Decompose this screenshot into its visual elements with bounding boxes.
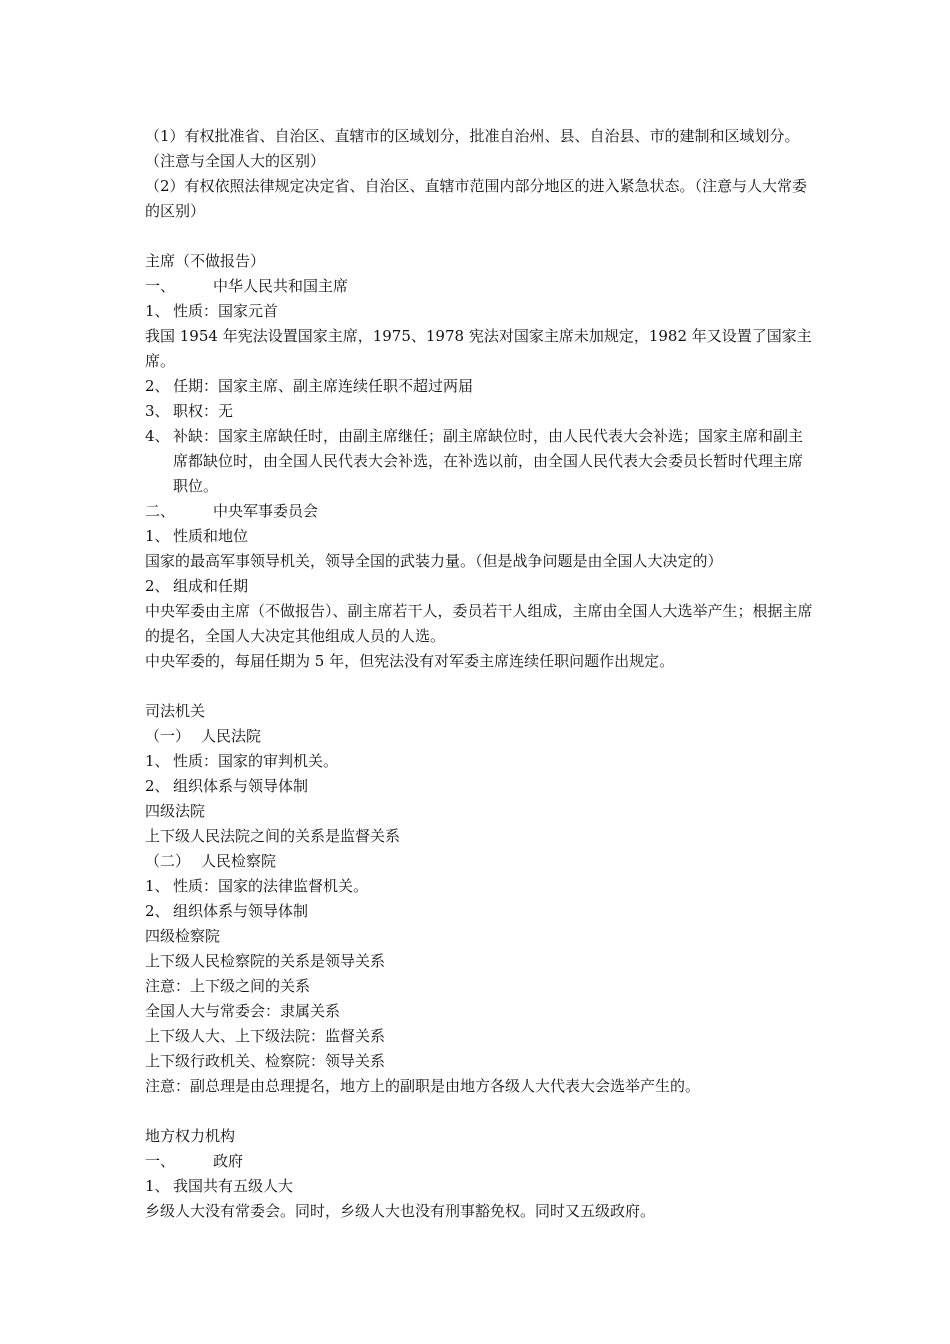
list-number: 二、 bbox=[145, 502, 176, 520]
list-text: 性质：国家元首 bbox=[173, 302, 279, 320]
text-line: 四级法院 bbox=[145, 802, 206, 820]
heading-president bbox=[145, 274, 817, 299]
list-number: 2、 bbox=[145, 777, 170, 795]
list-text: 组织体系与领导体制 bbox=[173, 777, 309, 795]
list-number: 一、 bbox=[145, 1152, 176, 1170]
paragraph-history: 我国 1954 年宪法设置国家主席，1975、1978 宪法对国家主席未加规定，1982 年又设置了国家主席。 bbox=[145, 327, 812, 370]
paragraph-military-term: 中央军委的，每届任期为 5 年，但宪法没有对军委主席连续任职问题作出规定。 bbox=[145, 652, 675, 670]
list-item-five-levels bbox=[145, 1174, 817, 1199]
text-line: 四级检察院 bbox=[145, 927, 221, 945]
list-text: 职权：无 bbox=[173, 402, 234, 420]
heading-text: 中华人民共和国主席 bbox=[213, 277, 349, 295]
list-number: 1、 bbox=[145, 877, 170, 895]
text-line: 注意：上下级之间的关系 bbox=[145, 977, 311, 995]
section-title-chairman: 主席（不做报告） bbox=[145, 252, 266, 270]
heading-text: 中央军事委员会 bbox=[213, 502, 319, 520]
blank-line bbox=[145, 224, 817, 249]
list-number: 1、 bbox=[145, 1177, 170, 1195]
list-text: 任期：国家主席、副主席连续任职不超过两届 bbox=[173, 377, 474, 395]
list-text: 我国共有五级人大 bbox=[173, 1177, 294, 1195]
list-item-powers bbox=[145, 399, 817, 424]
list-item-nature-status bbox=[145, 524, 817, 549]
list-item-procuratorate-nature bbox=[145, 874, 817, 899]
section-title-judicial: 司法机关 bbox=[145, 702, 206, 720]
list-item-court-system bbox=[145, 774, 817, 799]
list-number: （二） bbox=[145, 852, 191, 870]
text-line: 上下级人大、上下级法院：监督关系 bbox=[145, 1027, 386, 1045]
heading-text: 人民法院 bbox=[201, 727, 262, 745]
list-number: （一） bbox=[145, 727, 191, 745]
heading-procuratorate bbox=[145, 849, 817, 874]
heading-government bbox=[145, 1149, 817, 1174]
heading-military-commission bbox=[145, 499, 817, 524]
list-item-vacancy bbox=[145, 424, 817, 499]
list-number: 2、 bbox=[145, 902, 170, 920]
list-item-composition-term bbox=[145, 574, 817, 599]
list-text: 组织体系与领导体制 bbox=[173, 902, 309, 920]
list-text: 性质和地位 bbox=[173, 527, 249, 545]
paragraph-emergency-state: （2）有权依照法律规定决定省、自治区、直辖市范围内部分地区的进入紧急状态。（注意与人大常委的区别） bbox=[145, 177, 808, 220]
list-number: 一、 bbox=[145, 277, 176, 295]
list-number: 3、 bbox=[145, 402, 170, 420]
list-number: 2、 bbox=[145, 577, 170, 595]
heading-text: 人民检察院 bbox=[201, 852, 277, 870]
list-item-nature bbox=[145, 299, 817, 324]
list-text: 组成和任期 bbox=[173, 577, 249, 595]
blank-line bbox=[145, 674, 817, 699]
list-number: 1、 bbox=[145, 752, 170, 770]
list-item-procuratorate-system bbox=[145, 899, 817, 924]
text-line: 全国人大与常委会：隶属关系 bbox=[145, 1002, 341, 1020]
list-number: 1、 bbox=[145, 302, 170, 320]
paragraph-provincial-division: （1）有权批准省、自治区、直辖市的区域划分，批准自治州、县、自治县、市的建制和区域划分。（注意与全国人大的区别） bbox=[145, 127, 800, 170]
list-number: 4、 bbox=[145, 427, 170, 445]
list-text: 补缺：国家主席缺任时，由副主席继任；副主席缺位时，由人民代表大会补选；国家主席和副主席都缺位时，由全国人民代表大会补选，在补选以前，由全国人民代表大会委员长暂时代理主席职位。 bbox=[173, 427, 804, 495]
document-body bbox=[145, 124, 817, 1224]
paragraph-composition: 中央军委由主席（不做报告）、副主席若干人，委员若干人组成，主席由全国人大选举产生；根据主席的提名，全国人大决定其他组成人员的人选。 bbox=[145, 602, 813, 645]
paragraph-military-role: 国家的最高军事领导机关，领导全国的武装力量。（但是战争问题是由全国人大决定的） bbox=[145, 552, 723, 570]
list-number: 1、 bbox=[145, 527, 170, 545]
text-line: 上下级人民检察院的关系是领导关系 bbox=[145, 952, 386, 970]
heading-peoples-court bbox=[145, 724, 817, 749]
text-line: 上下级人民法院之间的关系是监督关系 bbox=[145, 827, 401, 845]
list-number: 2、 bbox=[145, 377, 170, 395]
section-title-local: 地方权力机构 bbox=[145, 1127, 236, 1145]
text-line: 上下级行政机关、检察院：领导关系 bbox=[145, 1052, 386, 1070]
heading-text: 政府 bbox=[213, 1152, 244, 1170]
blank-line bbox=[145, 1099, 817, 1124]
list-item-court-nature bbox=[145, 749, 817, 774]
list-item-term bbox=[145, 374, 817, 399]
list-text: 性质：国家的法律监督机关。 bbox=[173, 877, 369, 895]
list-text: 性质：国家的审判机关。 bbox=[173, 752, 339, 770]
text-line: 注意：副总理是由总理提名，地方上的副职是由地方各级人大代表大会选举产生的。 bbox=[145, 1077, 701, 1095]
paragraph-township: 乡级人大没有常委会。同时，乡级人大也没有刑事豁免权。同时又五级政府。 bbox=[145, 1202, 656, 1220]
